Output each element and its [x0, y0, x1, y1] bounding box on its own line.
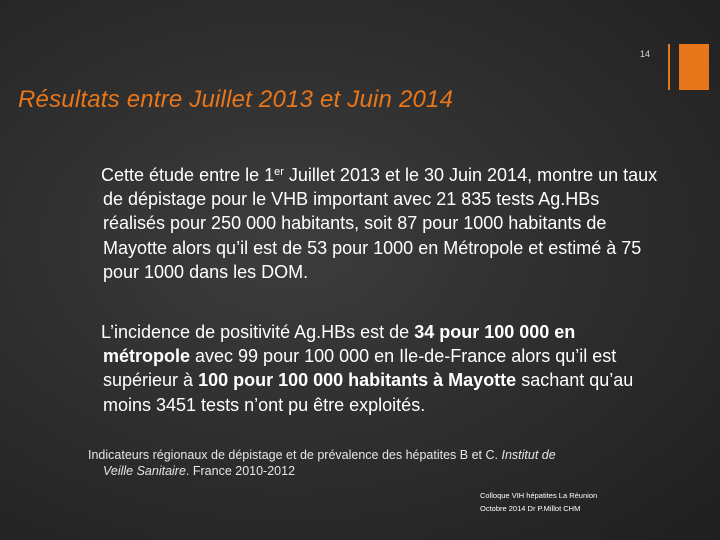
- slide-title: Résultats entre Juillet 2013 et Juin 2014: [18, 86, 454, 113]
- para1-text-b: Juillet 2013 et le 30 Juin 2014, montre un taux de dépistage pour le VHB important avec 21 835 tests Ag.HBs réalisés pour 250 000 habitants, soit 87 pour 1000 habitants de Mayotte alors qu’il est de 53 pour 1000 en Métropole et estimé à 75 pour 1000 dans les DOM.: [103, 165, 658, 282]
- accent-line: [668, 44, 670, 90]
- reference-line-1: [88, 447, 628, 463]
- reference-source-italic-2: Veille Sanitaire: [103, 464, 186, 478]
- footer-line-1: Colloque VIH hépatites La Réunion: [480, 491, 598, 500]
- para2-text-c: avec 99 pour 100 000 en Ile-de-France alors qu’il est supérieur à: [103, 346, 617, 391]
- footer-line-2: Octobre 2014 Dr P.Millot CHM: [480, 503, 581, 513]
- para2-bold-metropole: 34 pour 100 000 en métropole: [103, 322, 576, 367]
- reference-source-italic: Institut de: [501, 448, 556, 462]
- para1-superscript: er: [274, 166, 284, 178]
- page-number: 14: [639, 49, 650, 59]
- body-paragraph-2: [103, 320, 643, 417]
- para2-bold-mayotte: 100 pour 100 000 habitants à Mayotte: [198, 370, 517, 391]
- footer-credit: [480, 490, 597, 515]
- para1-text-a: Cette étude entre le 1: [101, 165, 275, 185]
- body-paragraph-1: [103, 163, 663, 284]
- para2-text-e: sachant qu’au moins 3451 tests n’ont pu être exploités.: [103, 370, 634, 415]
- accent-block: [679, 44, 709, 90]
- para2-text-a: L’incidence de positivité Ag.HBs est de: [101, 322, 415, 342]
- reference-citation: [88, 447, 628, 479]
- reference-line-2: [88, 463, 628, 479]
- reference-text: Indicateurs régionaux de dépistage et de prévalence des hépatites B et C.: [88, 448, 502, 462]
- reference-year: . France 2010-2012: [185, 464, 296, 478]
